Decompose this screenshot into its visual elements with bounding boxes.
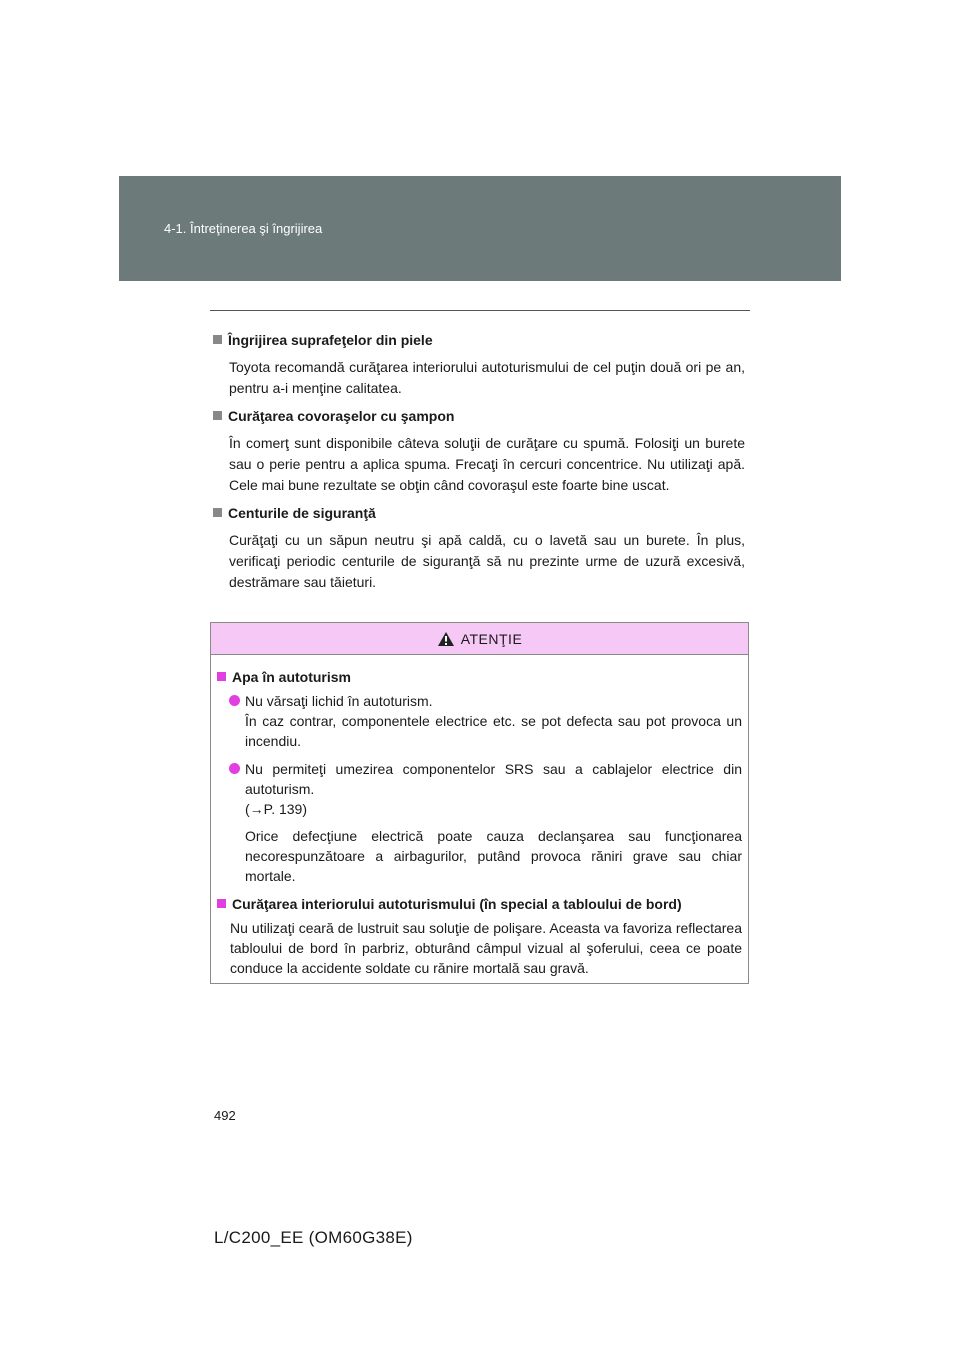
warning-item-title: Apa în autoturism: [232, 669, 352, 685]
chapter-header-band: [119, 176, 841, 281]
bullet-line: În caz contrar, componentele electrice etc. se pot defecta sau pot provoca un incendiu.: [245, 713, 742, 749]
section-text: În comerţ sunt disponibile câteva soluţii de curăţare cu spumă. Folosiţi un burete sau o perie pentru a aplica spuma. Frecaţi în cercuri concentrice. Nu utilizaţi apă. Cele mai bune rezultate se obţin când covoraşul este foarte bine uscat.: [229, 435, 745, 493]
section-leather: [213, 330, 745, 399]
warning-box: [210, 622, 749, 984]
page-reference: (→P. 139): [245, 801, 307, 817]
section-text: Toyota recomandă curăţarea interiorului autoturismului de cel puţin două ori pe an, pentru a-i menţine calitatea.: [229, 359, 745, 396]
page-number: 492: [214, 1108, 236, 1123]
warning-item-text: Nu utilizaţi ceară de lustruit sau soluţie de polişare. Aceasta va favoriza reflectarea tabloului de bord în parbriz, obturând câmpul vizual al şoferului, ceea ce poate conduce la accidente soldate cu rănire mortală sau gravă.: [230, 920, 742, 976]
warning-label: ATENŢIE: [460, 630, 523, 647]
document-code: L/C200_EE (OM60G38E): [214, 1228, 413, 1247]
warning-bullet: [229, 691, 742, 751]
square-bullet-icon: [213, 411, 222, 420]
warning-item-title: Curăţarea interiorului autoturismului (în special a tabloului de bord): [232, 896, 682, 912]
warning-bullet: [229, 759, 742, 886]
top-divider: [210, 310, 750, 311]
warning-item-water: [217, 667, 742, 886]
warning-triangle-icon: [437, 631, 455, 647]
main-content: [213, 330, 745, 600]
section-text: Curăţaţi cu un săpun neutru şi apă caldă, cu o lavetă sau un burete. În plus, verificaţi periodic centurile de siguranţă să nu prezinte urme de uzură excesivă, destrămare sau tăieturi.: [229, 532, 745, 590]
chapter-title: 4-1. Întreţinerea şi îngrijirea: [164, 221, 323, 236]
square-bullet-icon: [217, 672, 226, 681]
warning-item-dashboard: [217, 894, 742, 978]
section-title: Curăţarea covoraşelor cu şampon: [228, 408, 455, 424]
square-bullet-icon: [213, 335, 222, 344]
square-bullet-icon: [217, 899, 226, 908]
section-title: Îngrijirea suprafeţelor din piele: [228, 332, 433, 348]
circle-bullet-icon: [229, 763, 240, 774]
bullet-subtext: Orice defecţiune electrică poate cauza declanşarea sau funcţionarea necorespunzătoare a airbagurilor, putând provoca răniri grave sau chiar mortale.: [245, 828, 742, 884]
bullet-line: Nu permiteţi umezirea componentelor SRS sau a cablajelor electrice din autoturism.: [245, 761, 742, 797]
section-title: Centurile de siguranţă: [228, 505, 376, 521]
section-carpet: [213, 406, 745, 496]
square-bullet-icon: [213, 508, 222, 517]
bullet-line: Nu vărsaţi lichid în autoturism.: [245, 693, 433, 709]
circle-bullet-icon: [229, 695, 240, 706]
section-seatbelts: [213, 503, 745, 593]
warning-header: [211, 623, 748, 655]
